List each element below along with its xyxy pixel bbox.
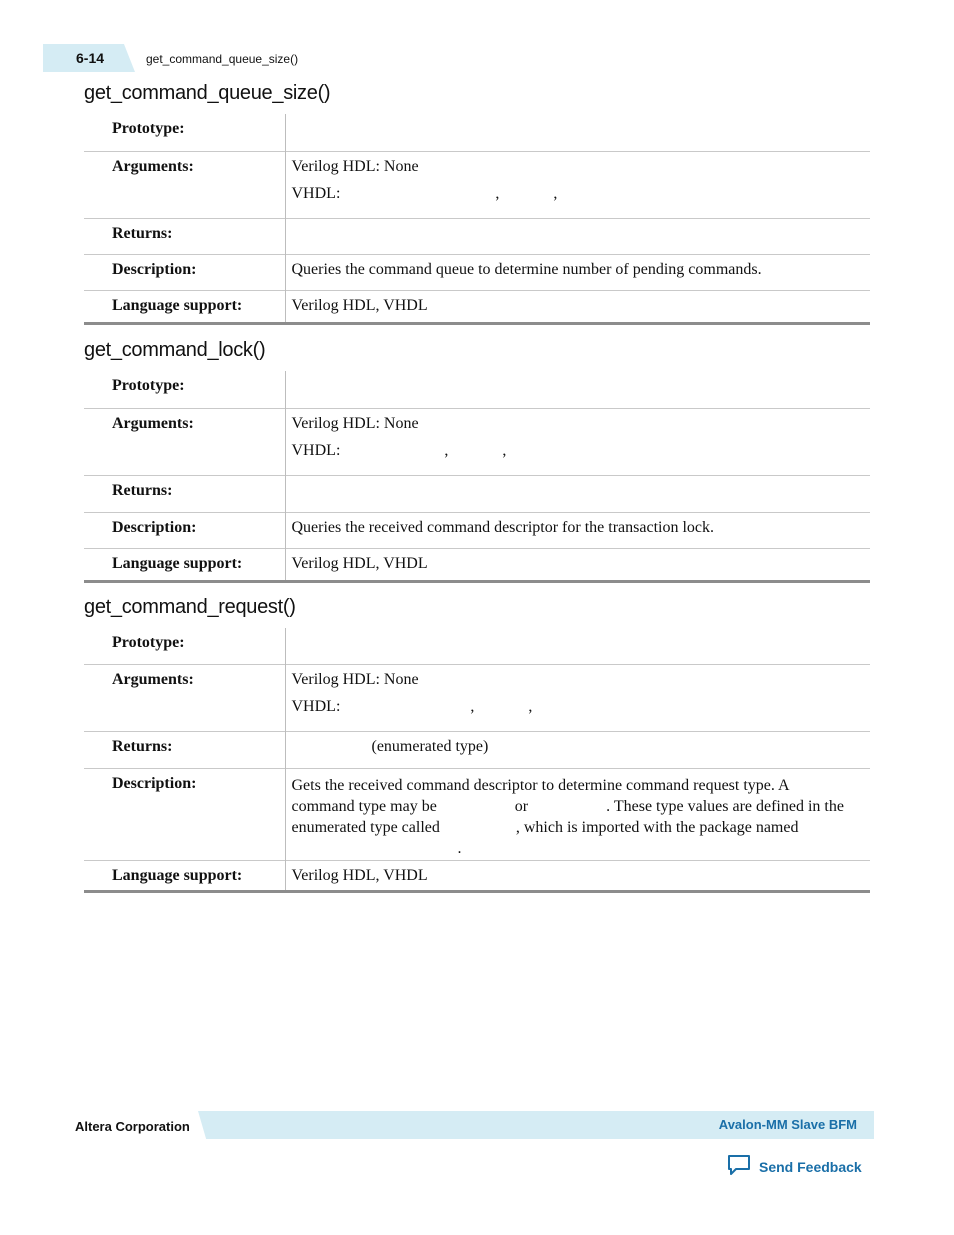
description-part: or [514,797,529,815]
arguments-separator: , [444,441,449,459]
description-text [292,775,871,859]
description-row [84,768,870,860]
returns-label: Returns: [84,731,285,768]
description-label: Description: [84,254,285,290]
prototype-row [84,114,870,151]
returns-value [285,731,870,768]
returns-value [285,218,870,254]
prototype-row [84,371,870,408]
prototype-row [84,628,870,664]
language-row [84,860,870,891]
prototype-label: Prototype: [84,371,285,408]
language-value: Verilog HDL, VHDL [291,866,428,884]
returns-label: Returns: [84,218,285,254]
description-part: . These type values are defined in the enumerated type called [291,797,844,836]
description-row [84,512,870,548]
arguments-verilog: Verilog HDL: None [291,670,419,688]
language-row [84,548,870,581]
arguments-row [84,408,870,475]
arguments-row [84,151,870,218]
arguments-vhdl: VHDL: [291,441,341,459]
returns-row [84,218,870,254]
prototype-value [285,371,870,408]
language-label: Language support: [84,290,285,323]
arguments-label: Arguments: [84,408,285,475]
arguments-separator: , [553,184,558,202]
send-feedback-label: Send Feedback [759,1158,862,1175]
arguments-vhdl-line [292,442,871,460]
description-row [84,254,870,290]
prototype-label: Prototype: [84,114,285,151]
description-part: Gets the received command descriptor to determine command request type. A command type may be [291,776,789,815]
prototype-label: Prototype: [84,628,285,664]
section-title-request: get_command_request() [84,596,296,618]
arguments-separator: , [495,184,500,202]
language-row [84,290,870,323]
language-value: Verilog HDL, VHDL [291,554,428,572]
arguments-row [84,664,870,731]
arguments-separator: , [502,441,507,459]
description-label: Description: [84,768,285,860]
returns-value [285,475,870,512]
footer-company: Altera Corporation [75,1119,190,1134]
returns-label: Returns: [84,475,285,512]
arguments-vhdl: VHDL: [291,184,341,202]
arguments-vhdl: VHDL: [291,697,341,715]
send-feedback-link[interactable] [727,1154,862,1179]
returns-row [84,475,870,512]
prototype-value [285,114,870,151]
description-value [285,768,870,860]
arguments-value [285,408,870,475]
arguments-separator: , [528,697,533,715]
description-label: Description: [84,512,285,548]
request-table [84,628,870,893]
arguments-vhdl-line [292,698,871,716]
queue-size-table [84,114,870,325]
description-part: . [457,839,462,857]
arguments-verilog: Verilog HDL: None [291,414,419,432]
arguments-vhdl-line [292,185,871,203]
section-title-queue-size: get_command_queue_size() [84,82,331,104]
prototype-value [285,628,870,664]
page-number: 6-14 [76,50,105,66]
arguments-verilog: Verilog HDL: None [291,157,419,175]
lock-table [84,371,870,583]
language-label: Language support: [84,860,285,891]
running-title: get_command_queue_size() [146,52,299,66]
language-value: Verilog HDL, VHDL [291,296,428,314]
section-title-lock: get_command_lock() [84,339,266,361]
returns-text: (enumerated type) [371,737,489,755]
description-value: Queries the command queue to determine number of pending commands. [291,260,762,278]
speech-bubble-icon [727,1154,751,1179]
arguments-label: Arguments: [84,664,285,731]
footer-doc-title[interactable]: Avalon-MM Slave BFM [718,1117,857,1132]
arguments-separator: , [470,697,475,715]
arguments-value [285,151,870,218]
arguments-value [285,664,870,731]
description-value: Queries the received command descriptor for the transaction lock. [291,518,714,536]
returns-row [84,731,870,768]
arguments-label: Arguments: [84,151,285,218]
language-label: Language support: [84,548,285,581]
description-part: , which is imported with the package named [515,818,799,836]
